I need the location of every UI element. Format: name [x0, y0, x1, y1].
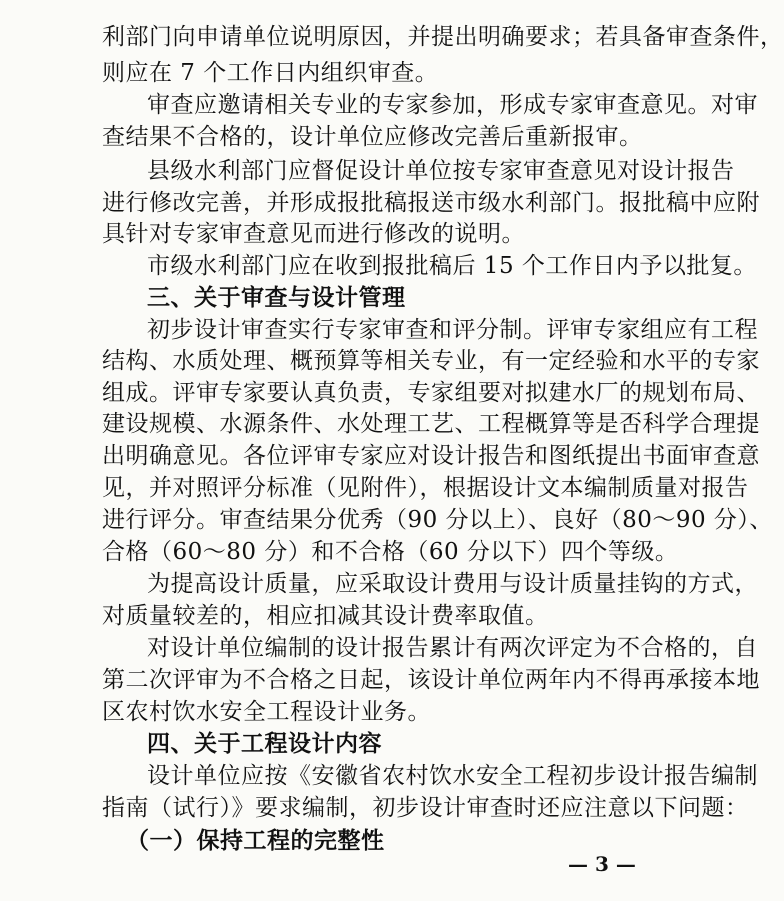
text-line: 区农村饮水安全工程设计业务。	[102, 699, 431, 725]
text-line: 对质量较差的，相应扣减其设计费率取值。	[102, 603, 549, 629]
text-line: 对设计单位编制的设计报告累计有两次评定为不合格的，自	[147, 635, 758, 661]
text-line: 进行评分。审查结果分优秀（90 分以上）、良好（80～90 分）、	[102, 507, 773, 533]
text-line: 初步设计审查实行专家审查和评分制。评审专家组应有工程	[147, 317, 758, 343]
section-heading-four: 四、关于工程设计内容	[147, 730, 382, 757]
text-line: 设计单位应按《安徽省农村饮水安全工程初步设计报告编制	[147, 763, 758, 789]
text-line: 合格（60～80 分）和不合格（60 分以下）四个等级。	[102, 539, 679, 565]
text-line: 建设规模、水源条件、水处理工艺、工程概算等是否科学合理提	[102, 411, 760, 437]
section-heading-three: 三、关于审查与设计管理	[147, 284, 406, 311]
text-line: 审查应邀请相关专业的专家参加，形成专家审查意见。对审	[147, 92, 758, 118]
text-line: 进行修改完善，并形成报批稿报送市级水利部门。报批稿中应附	[102, 190, 760, 216]
text-line: 则应在 7 个工作日内组织审查。	[102, 60, 439, 86]
subsection-heading-one: （一）保持工程的完整性	[126, 827, 385, 854]
text-line: 为提高设计质量，应采取设计费用与设计质量挂钩的方式，	[147, 571, 758, 597]
text-line: 组成。评审专家要认真负责，专家组要对拟建水厂的规划布局、	[102, 380, 760, 406]
text-line: 见，并对照评分标准（见附件），根据设计文本编制质量对报告	[102, 475, 749, 501]
text-line: 第二次评审为不合格之日起，该设计单位两年内不得再承接本地	[102, 667, 760, 693]
text-line: 具针对专家审查意见而进行修改的说明。	[102, 221, 525, 247]
text-line: 利部门向申请单位说明原因，并提出明确要求；若具备审查条件，	[102, 24, 784, 50]
page-number: — 3 —	[568, 852, 636, 876]
text-line: 县级水利部门应督促设计单位按专家审查意见对设计报告	[147, 158, 735, 184]
text-line: 结构、水质处理、概预算等相关专业，有一定经验和水平的专家	[102, 348, 760, 374]
text-line: 出明确意见。各位评审专家应对设计报告和图纸提出书面审查意	[102, 443, 760, 469]
text-line: 查结果不合格的，设计单位应修改完善后重新报审。	[102, 124, 643, 150]
text-line: 指南（试行）》要求编制，初步设计审查时还应注意以下问题：	[102, 795, 749, 821]
text-line: 市级水利部门应在收到报批稿后 15 个工作日内予以批复。	[147, 253, 757, 279]
